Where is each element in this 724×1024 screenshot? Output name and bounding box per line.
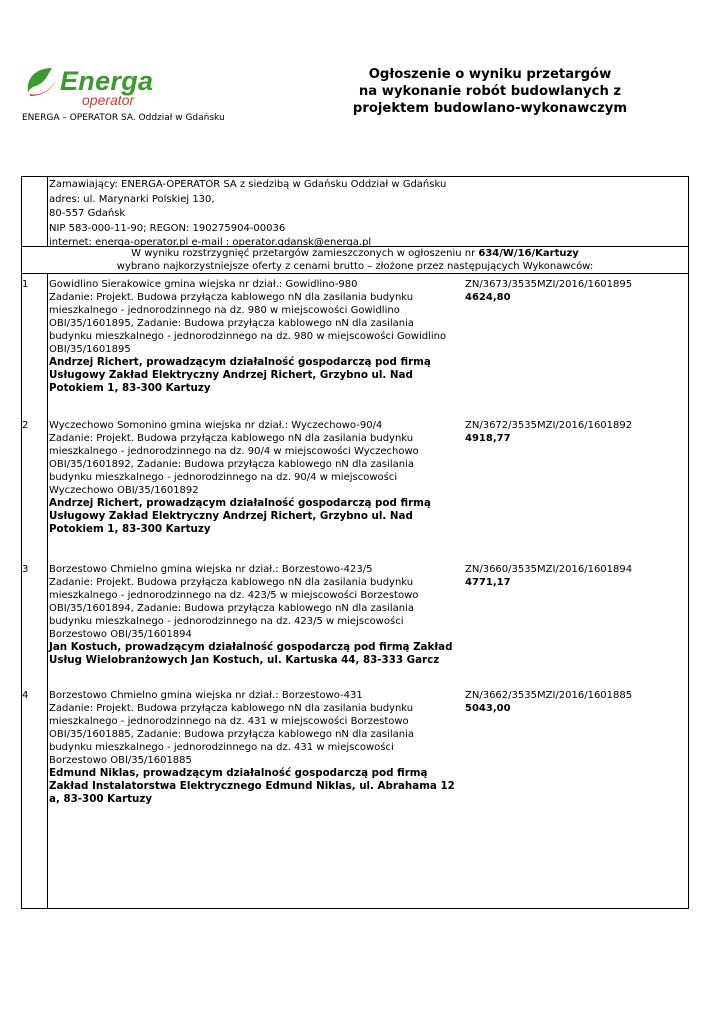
gross-amount: 5043,00 [465,703,511,714]
document-title [330,66,650,117]
desc-line: Wyczechowo OBI/35/1601892 [49,485,199,496]
logo-sub: operator [82,92,135,108]
gross-amount: 4918,77 [465,433,511,444]
winner-line: Usług Wielobranżowych Jan Kostuch, ul. Kartuska 44, 83-333 Garcz [49,654,440,666]
title-line: projektem budowlano-wykonawczym [352,101,628,116]
desc-line: Zadanie: Projekt. Budowa przyłącza kablowego nN dla zasilania budynku [49,292,414,303]
winner-line: Andrzej Richert, prowadzącym działalność gospodarczą pod firmą [49,497,431,509]
winner-line: Usługowy Zakład Elektryczny Andrzej Richert, Grzybno ul. Nad [49,369,413,381]
contracting-line: adres: ul. Marynarki Polskiej 130, [49,193,215,205]
contracting-line: NIP 583-000-11-90; REGON: 190275904-00036 [49,222,286,234]
desc-line: Gowidlino Sierakowice gmina wiejska nr dział.: Gowidlino-980 [49,279,358,290]
winner-line: Andrzej Richert, prowadzącym działalność gospodarczą pod firmą [49,356,431,368]
desc-line: Borzestowo OBI/35/1601885 [49,755,192,766]
winner-line: Usługowy Zakład Elektryczny Andrzej Richert, Grzybno ul. Nad [49,510,413,522]
desc-line: OBI/35/1601895 [49,344,131,355]
desc-line: budynku mieszkalnego - jednorodzinnego na dz. 423/5 w miejscowości [49,616,404,627]
reference-number: ZN/3662/3535MZI/2016/1601885 [465,690,633,701]
contracting-line: Zamawiający: ENERGA-OPERATOR SA z siedzibą w Gdańsku Oddział w Gdańsku [49,179,447,190]
company-line: ENERGA – OPERATOR SA. Oddział w Gdańsku [22,113,225,123]
entry-number: 1 [22,279,29,290]
winner-line: a, 83-300 Kartuzy [49,793,153,805]
intro-line2: wybrano najkorzystniejsze oferty z cenami brutto – złożone przez następujących Wykonawców: [116,260,594,272]
entry-number: 3 [22,564,29,575]
desc-line: Zadanie: Projekt. Budowa przyłącza kablowego nN dla zasilania budynku [49,577,414,588]
energa-leaf-icon [22,62,62,102]
notice-number: 634/W/16/Kartuzy [478,248,579,259]
winner-line: Jan Kostuch, prowadzącym działalność gospodarczą pod firmą Zakład [49,641,453,653]
desc-line: budynku mieszkalnego - jednorodzinnego na dz. 90/4 w miejscowości [49,472,398,483]
column-divider [47,274,48,909]
reference-number: ZN/3672/3535MZI/2016/1601892 [465,420,633,431]
desc-line: mieszkalnego - jednorodzinnego na dz. 431 w miejscowości Borzestowo [49,716,409,727]
desc-line: budynku mieszkalnego - jednorodzinnego na dz. 431 w miejscowości [49,742,394,753]
energa-logo [22,62,172,114]
reference-number: ZN/3673/3535MZI/2016/1601895 [465,279,633,290]
desc-line: OBI/35/1601885, Zadanie: Budowa przyłącza kablowego nN dla zasilania [49,729,415,740]
entry-number: 2 [22,420,29,431]
winner-line: Potokiem 1, 83-300 Kartuzy [49,382,211,394]
gross-amount: 4624,80 [465,292,511,303]
intro-text [22,247,688,274]
contracting-line: internet: energa-operator.pl e-mail : operator.gdansk@energa.pl [49,237,372,249]
column-divider [47,177,48,247]
notice-frame [21,176,689,909]
gross-amount: 4771,17 [465,577,511,588]
desc-line: Zadanie: Projekt. Budowa przyłącza kablowego nN dla zasilania budynku [49,433,414,444]
desc-line: OBI/35/1601895, Zadanie: Budowa przyłącza kablowego nN dla zasilania [49,318,415,329]
winner-line: Edmund Niklas, prowadzącym działalność gospodarczą pod firmą [49,767,428,779]
desc-line: mieszkalnego - jednorodzinnego na dz. 423/5 w miejscowości Borzestowo [49,590,419,601]
desc-line: mieszkalnego - jednorodzinnego na dz. 90/4 w miejscowości Wyczechowo [49,446,419,457]
title-line: Ogłoszenie o wyniku przetargów [368,67,612,82]
desc-line: Borzestowo OBI/35/1601894 [49,629,192,640]
contracting-authority [22,177,688,247]
intro-line1: W wyniku rozstrzygnięć przetargów zamieszczonych w ogłoszeniu nr [131,248,479,259]
title-line: na wykonanie robót budowlanych z [358,84,622,99]
reference-number: ZN/3660/3535MZI/2016/1601894 [465,564,633,575]
logo-brand: Energa [60,66,154,96]
desc-line: Wyczechowo Somonino gmina wiejska nr dział.: Wyczechowo-90/4 [49,420,383,431]
desc-line: Borzestowo Chmielno gmina wiejska nr dział.: Borzestowo-423/5 [49,564,373,575]
winner-line: Zakład Instalatorstwa Elektrycznego Edmund Niklas, ul. Abrahama 12 [49,780,455,792]
desc-line: mieszkalnego - jednorodzinnego na dz. 980 w miejscowości Gowidlino [49,305,400,316]
entry-number: 4 [22,690,29,701]
desc-line: Zadanie: Projekt. Budowa przyłącza kablowego nN dla zasilania budynku [49,703,414,714]
contracting-line: 80-557 Gdańsk [49,208,126,220]
desc-line: budynku mieszkalnego - jednorodzinnego na dz. 980 w miejscowości Gowidlino [49,331,447,342]
desc-line: OBI/35/1601892, Zadanie: Budowa przyłącza kablowego nN dla zasilania [49,459,415,470]
desc-line: OBI/35/1601894, Zadanie: Budowa przyłącza kablowego nN dla zasilania [49,603,415,614]
winner-line: Potokiem 1, 83-300 Kartuzy [49,523,211,535]
desc-line: Borzestowo Chmielno gmina wiejska nr dział.: Borzestowo-431 [49,690,363,701]
